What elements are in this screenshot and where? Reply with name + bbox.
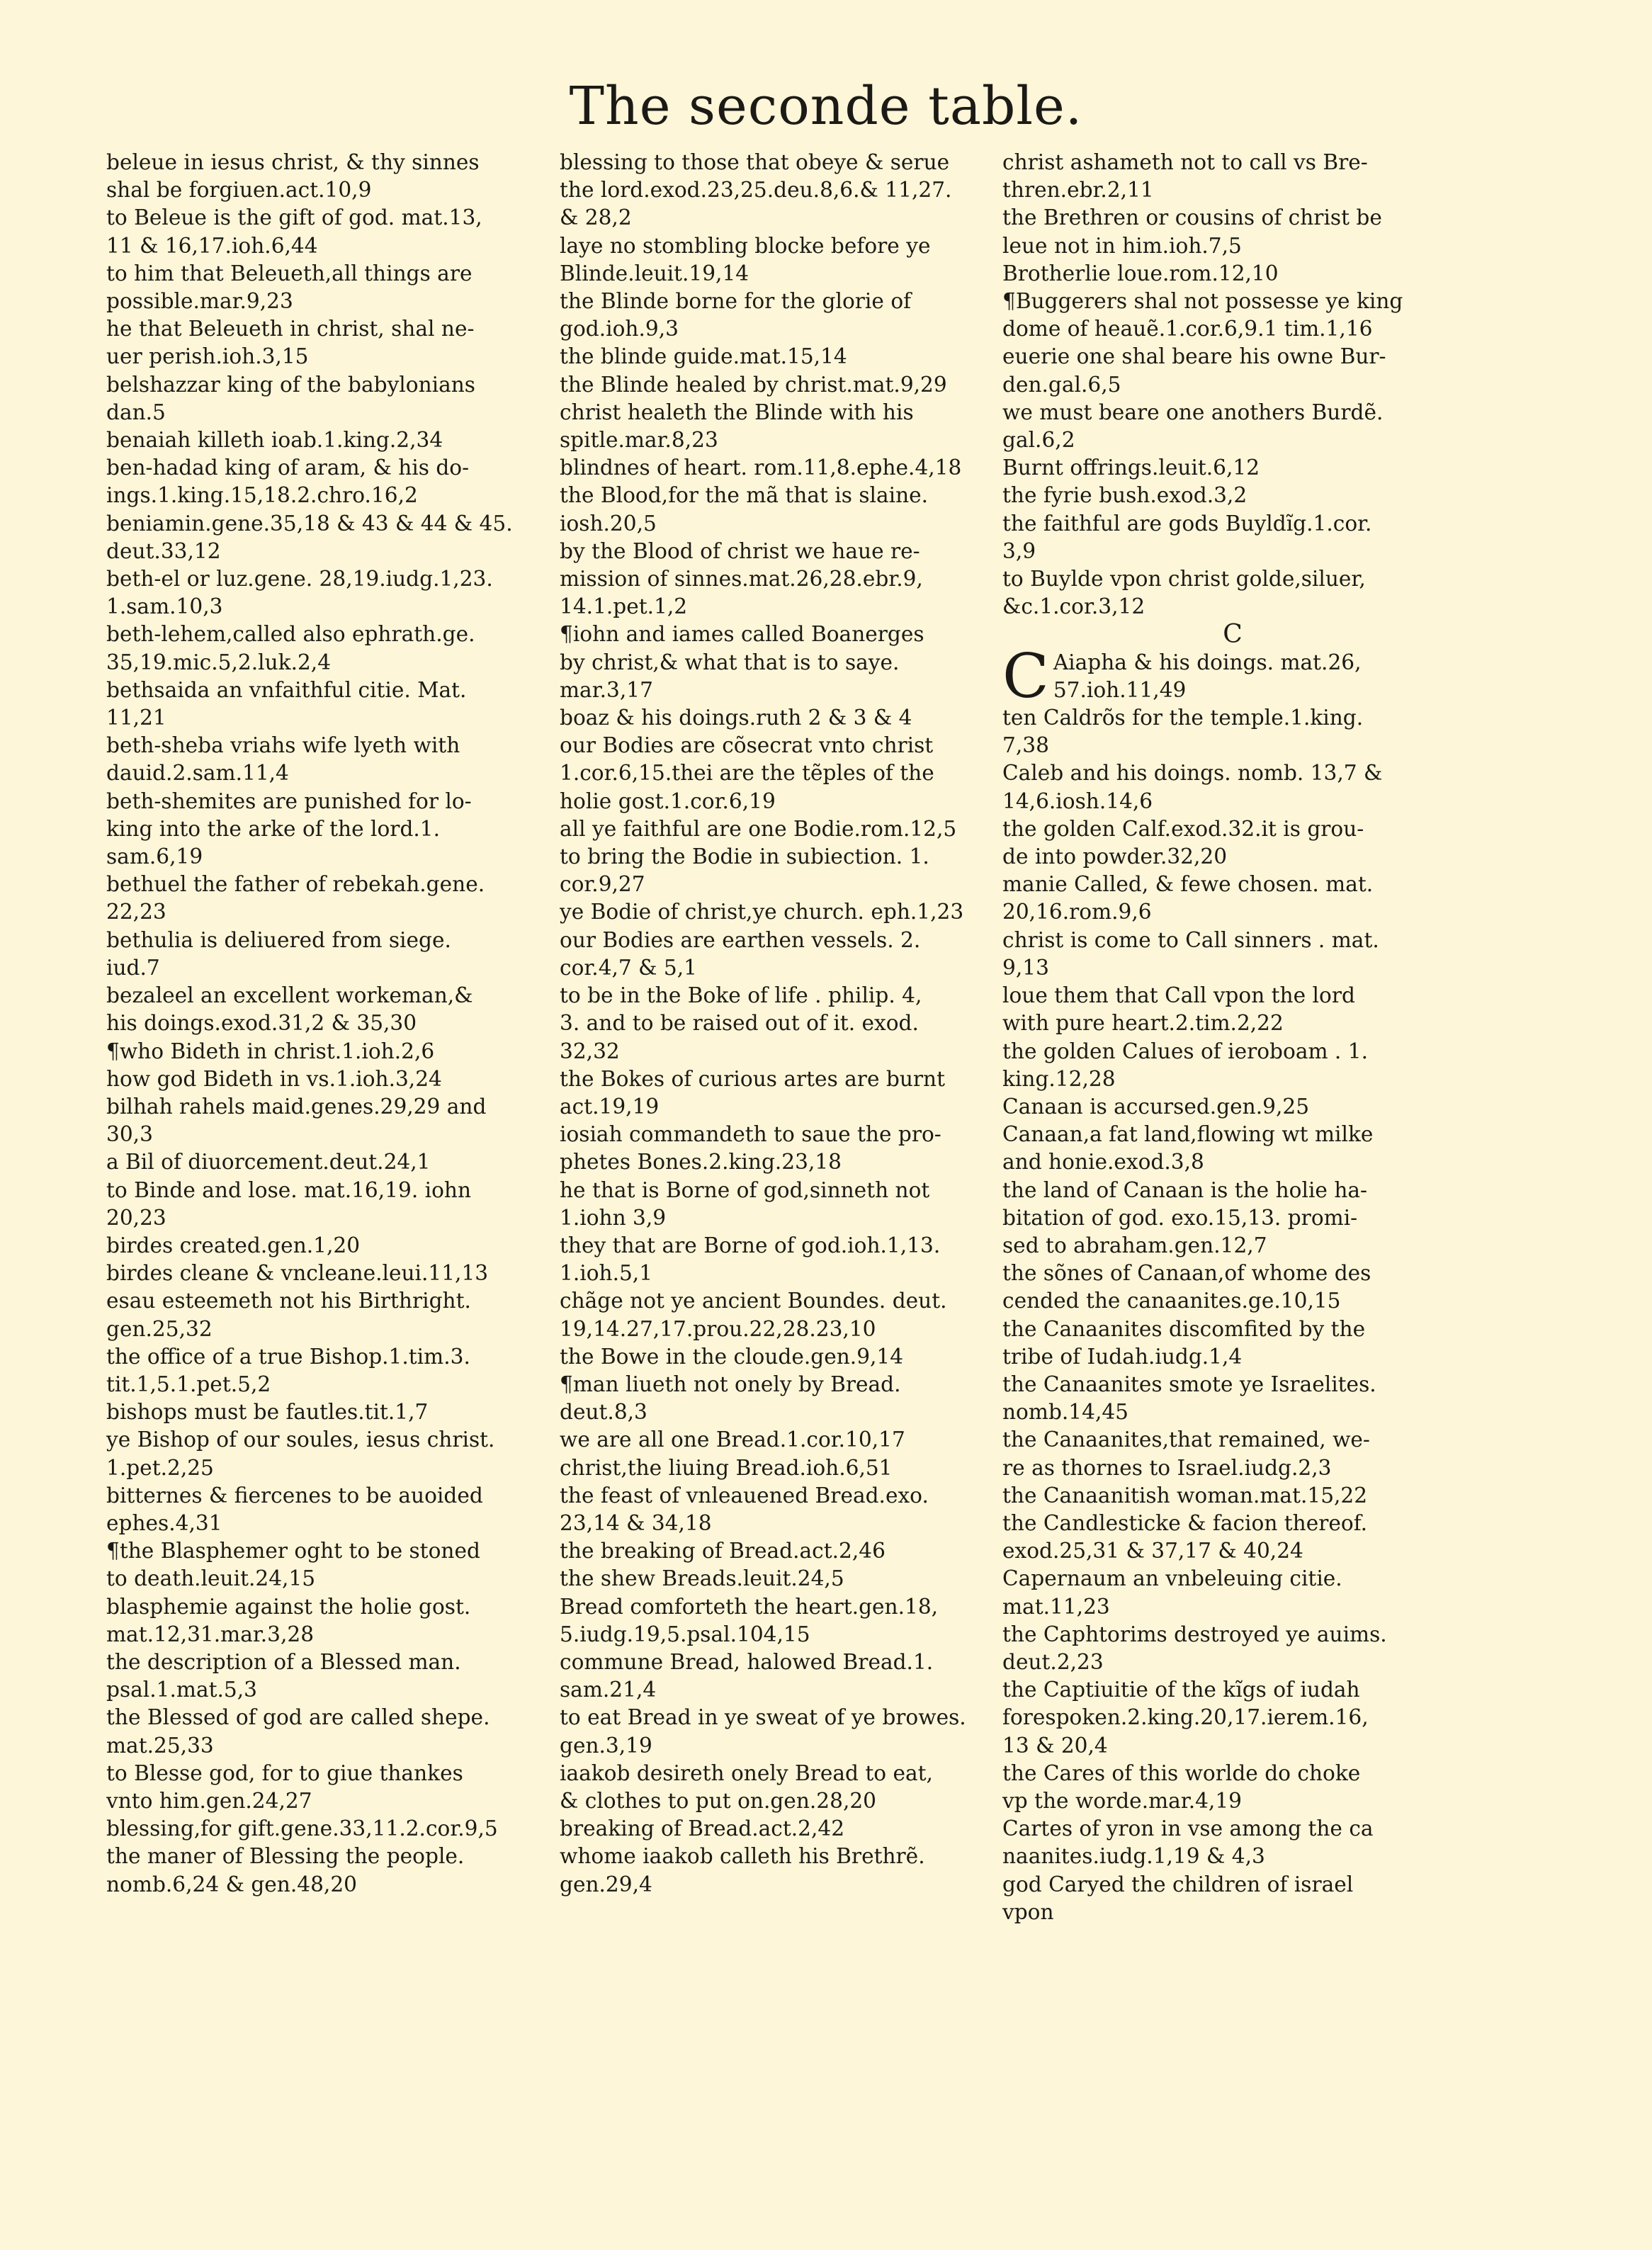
index-line: christ,the liuing Bread.ioh.6,51 (560, 1455, 893, 1480)
index-line: ¶Buggerers shal not possesse ye king (1002, 289, 1403, 314)
index-line: Canaan,a fat land,flowing wt milke (1002, 1122, 1374, 1147)
entry-line: 57.ioh.11,49 (1053, 677, 1187, 702)
index-line: to be in the Boke of life . philip. 4, (560, 983, 922, 1008)
index-line: 30,3 (106, 1122, 153, 1147)
index-line: whome iaakob calleth his Brethrẽ. (560, 1844, 925, 1869)
index-line: vp the worde.mar.4,19 (1002, 1788, 1243, 1813)
index-line: Bread comforteth the heart.gen.18, (560, 1594, 939, 1619)
index-line: 32,32 (560, 1039, 620, 1063)
index-line: ye Bishop of our soules, iesus christ. (106, 1428, 495, 1452)
index-line: boaz & his doings.ruth 2 & 3 & 4 (560, 706, 912, 730)
index-line: nomb.6,24 & gen.48,20 (106, 1872, 357, 1896)
index-line: god Caryed the children of israel (1002, 1872, 1354, 1896)
index-line: to Buylde vpon christ golde,siluer, (1002, 567, 1366, 592)
index-line: uer perish.ioh.3,15 (106, 344, 309, 369)
index-line: tit.1,5.1.pet.5,2 (106, 1372, 271, 1396)
index-line: iaakob desireth onely Bread to eat, (560, 1760, 933, 1785)
index-line: ten Caldrõs for the temple.1.king. (1002, 706, 1364, 730)
index-line: bezaleel an excellent workeman,& (106, 983, 473, 1008)
index-line: ye Bodie of christ,ye church. eph.1,23 (560, 900, 964, 925)
index-line: the sõnes of Canaan,of whome des (1002, 1261, 1371, 1286)
index-line: to eat Bread in ye sweat of ye browes. (560, 1705, 966, 1730)
index-line: 19,14.27,17.prou.22,28.23,10 (560, 1316, 876, 1341)
index-line: 20,16.rom.9,6 (1002, 900, 1152, 925)
index-line: Brotherlie loue.rom.12,10 (1002, 261, 1279, 286)
index-line: the lord.exod.23,25.deu.8,6.& 11,27. (560, 178, 952, 203)
index-line: commune Bread, halowed Bread.1. (560, 1649, 934, 1674)
index-line: ¶iohn and iames called Boanerges (560, 622, 924, 647)
index-line: dan.5 (106, 400, 166, 424)
index-line: the golden Calf.exod.32.it is grou- (1002, 816, 1364, 841)
index-line: beleue in iesus christ, & thy sinnes (106, 150, 480, 174)
index-line: psal.1.mat.5,3 (106, 1678, 257, 1702)
index-line: with pure heart.2.tim.2,22 (1002, 1011, 1284, 1036)
index-line: holie gost.1.cor.6,19 (560, 788, 776, 813)
index-line: to Blesse god, for to giue thankes (106, 1760, 463, 1785)
index-line: birdes cleane & vncleane.leui.11,13 (106, 1261, 489, 1286)
index-line: king.12,28 (1002, 1066, 1116, 1091)
index-line: & clothes to put on.gen.28,20 (560, 1788, 877, 1813)
index-line: he that Beleueth in christ, shal ne- (106, 317, 475, 341)
index-line: to bring the Bodie in subiection. 1. (560, 844, 929, 869)
index-line: sam.6,19 (106, 844, 203, 869)
index-line: mat.25,33 (106, 1733, 214, 1758)
index-line: by christ,& what that is to saye. (560, 650, 900, 674)
index-line: esau esteemeth not his Birthright. (106, 1289, 471, 1313)
index-line: the description of a Blessed man. (106, 1649, 461, 1674)
index-line: we must beare one anothers Burdẽ. (1002, 400, 1384, 424)
index-line: vnto him.gen.24,27 (106, 1788, 312, 1813)
index-line: belshazzar king of the babylonians (106, 372, 475, 397)
index-line: 1.iohn 3,9 (560, 1205, 667, 1230)
index-line: 1.pet.2,25 (106, 1455, 214, 1480)
index-line: the Caphtorims destroyed ye auims. (1002, 1622, 1387, 1646)
index-line: the Cares of this worlde do choke (1002, 1760, 1361, 1785)
index-line: 1.sam.10,3 (106, 594, 223, 619)
index-line: ephes.4,31 (106, 1510, 222, 1535)
index-line: to him that Beleueth,all things are (106, 261, 473, 286)
caiapha-entry (1002, 649, 1463, 704)
index-line: 1.ioh.5,1 (560, 1261, 653, 1286)
index-line: phetes Bones.2.king.23,18 (560, 1150, 842, 1175)
index-line: iud.7 (106, 955, 160, 980)
index-line: to Binde and lose. mat.16,19. iohn (106, 1177, 472, 1202)
index-line: Canaan is accursed.gen.9,25 (1002, 1094, 1310, 1119)
index-column-1 (106, 149, 567, 1899)
index-line: our Bodies are earthen vessels. 2. (560, 927, 921, 952)
index-line: Capernaum an vnbeleuing citie. (1002, 1566, 1342, 1591)
index-line: re as thornes to Israel.iudg.2,3 (1002, 1455, 1332, 1480)
index-line: 14.1.pet.1,2 (560, 594, 688, 619)
index-line: the Blinde borne for the glorie of (560, 289, 912, 314)
page-title: The seconde table. (569, 76, 1083, 137)
index-line: bethulia is deliuered from siege. (106, 927, 451, 952)
index-line: exod.25,31 & 37,17 & 40,24 (1002, 1539, 1303, 1564)
index-line: the faithful are gods Buyldĩg.1.cor. (1002, 511, 1372, 536)
index-line: cended the canaanites.ge.10,15 (1002, 1289, 1341, 1313)
entry-line: Aiapha & his doings. mat.26, (1053, 650, 1362, 674)
index-line: the Bokes of curious artes are burnt (560, 1066, 945, 1091)
index-line: the Candlesticke & facion thereof. (1002, 1510, 1368, 1535)
index-line: bitation of god. exo.15,13. promi- (1002, 1205, 1358, 1230)
index-line: the golden Calues of ieroboam . 1. (1002, 1039, 1368, 1063)
index-line: &c.1.cor.3,12 (1002, 594, 1145, 619)
index-line: mar.3,17 (560, 677, 653, 702)
index-line: 20,23 (106, 1205, 166, 1230)
index-line: the Captiuitie of the kĩgs of iudah (1002, 1678, 1360, 1702)
index-line: by the Blood of christ we haue re- (560, 538, 920, 563)
index-line: ¶the Blasphemer oght to be stoned (106, 1539, 480, 1564)
index-line: a Bil of diuorcement.deut.24,1 (106, 1150, 431, 1175)
index-line: Blinde.leuit.19,14 (560, 261, 749, 286)
index-line: our Bodies are cõsecrat vnto christ (560, 733, 934, 758)
index-line: the Blood,for the mã that is slaine. (560, 483, 929, 508)
index-line: the blinde guide.mat.15,14 (560, 344, 847, 369)
index-line: 22,23 (106, 900, 166, 925)
index-line: 23,14 & 34,18 (560, 1510, 712, 1535)
index-line: benaiah killeth ioab.1.king.2,34 (106, 428, 443, 453)
index-line: the Bowe in the cloude.gen.9,14 (560, 1344, 904, 1369)
index-line: Burnt offrings.leuit.6,12 (1002, 456, 1260, 480)
index-line: 35,19.mic.5,2.luk.2,4 (106, 650, 332, 674)
index-line: the Blinde healed by christ.mat.9,29 (560, 372, 947, 397)
index-line: deut.33,12 (106, 538, 221, 563)
index-line: ben-hadad king of aram, & his do- (106, 456, 470, 480)
index-line: bishops must be fautles.tit.1,7 (106, 1400, 429, 1425)
index-line: king into the arke of the lord.1. (106, 816, 441, 841)
index-line: loue them that Call vpon the lord (1002, 983, 1355, 1008)
index-line: gal.6,2 (1002, 428, 1075, 453)
index-line: beth-lehem,called also ephrath.ge. (106, 622, 475, 647)
index-line: the breaking of Bread.act.2,46 (560, 1539, 886, 1564)
index-line: mat.12,31.mar.3,28 (106, 1622, 315, 1646)
index-line: christ ashameth not to call vs Bre- (1002, 150, 1368, 174)
index-line: deut.2,23 (1002, 1649, 1104, 1674)
index-line: chãge not ye ancient Boundes. deut. (560, 1289, 947, 1313)
index-line: 3. and to be raised out of it. exod. (560, 1011, 919, 1036)
index-line: the office of a true Bishop.1.tim.3. (106, 1344, 470, 1369)
index-line: laye no stombling blocke before ye (560, 233, 931, 258)
index-line: 3,9 (1002, 538, 1036, 563)
index-line: mat.11,23 (1002, 1594, 1110, 1619)
index-line: the Canaanitish woman.mat.15,22 (1002, 1483, 1368, 1508)
index-line: shal be forgiuen.act.10,9 (106, 178, 372, 203)
index-line: all ye faithful are one Bodie.rom.12,5 (560, 816, 957, 841)
index-line: euerie one shal beare his owne Bur- (1002, 344, 1386, 369)
index-line: 9,13 (1002, 955, 1049, 980)
index-line: gen.3,19 (560, 1733, 652, 1758)
index-line: nomb.14,45 (1002, 1400, 1129, 1425)
index-line: he that is Borne of god,sinneth not (560, 1177, 930, 1202)
index-line: god.ioh.9,3 (560, 317, 679, 341)
index-line: breaking of Bread.act.2,42 (560, 1816, 845, 1841)
index-line: 7,38 (1002, 733, 1049, 758)
index-line: deut.8,3 (560, 1400, 647, 1425)
index-line: cor.4,7 & 5,1 (560, 955, 697, 980)
index-line: 5.iudg.19,5.psal.104,15 (560, 1622, 810, 1646)
index-line: the feast of vnleauened Bread.exo. (560, 1483, 929, 1508)
index-line: de into powder.32,20 (1002, 844, 1228, 869)
index-line: his doings.exod.31,2 & 35,30 (106, 1011, 417, 1036)
index-line: to death.leuit.24,15 (106, 1566, 316, 1591)
index-line: sam.21,4 (560, 1678, 657, 1702)
index-line: the Brethren or cousins of christ be (1002, 205, 1382, 230)
index-line: 11,21 (106, 706, 166, 730)
section-letter-c: C (1223, 620, 1243, 650)
index-line: 11 & 16,17.ioh.6,44 (106, 233, 318, 258)
index-column-3 (1002, 149, 1463, 1926)
index-line: naanites.iudg.1,19 & 4,3 (1002, 1844, 1265, 1869)
index-line: dome of heauẽ.1.cor.6,9.1 tim.1,16 (1002, 317, 1373, 341)
index-line: the maner of Blessing the people. (106, 1844, 465, 1869)
index-line: the land of Canaan is the holie ha- (1002, 1177, 1368, 1202)
index-line: beth-shemites are punished for lo- (106, 788, 472, 813)
index-line: the fyrie bush.exod.3,2 (1002, 483, 1248, 508)
index-line: blindnes of heart. rom.11,8.ephe.4,18 (560, 456, 962, 480)
index-line: gen.25,32 (106, 1316, 213, 1341)
index-line: blessing,for gift.gene.33,11.2.cor.9,5 (106, 1816, 498, 1841)
index-line: tribe of Iudah.iudg.1,4 (1002, 1344, 1243, 1369)
index-line: they that are Borne of god.ioh.1,13. (560, 1233, 941, 1257)
index-line: Caleb and his doings. nomb. 13,7 & (1002, 761, 1383, 786)
index-line: Cartes of yron in vse among the ca (1002, 1816, 1374, 1841)
index-line: ¶man liueth not onely by Bread. (560, 1372, 901, 1396)
index-line: spitle.mar.8,23 (560, 428, 718, 453)
index-line: the shew Breads.leuit.24,5 (560, 1566, 844, 1591)
index-line: how god Bideth in vs.1.ioh.3,24 (106, 1066, 442, 1091)
index-line: beth-el or luz.gene. 28,19.iudg.1,23. (106, 567, 493, 592)
index-line: bethsaida an vnfaithful citie. Mat. (106, 677, 467, 702)
index-column-2 (560, 149, 1020, 1899)
index-line: sed to abraham.gen.12,7 (1002, 1233, 1267, 1257)
index-line: den.gal.6,5 (1002, 372, 1121, 397)
index-line: beniamin.gene.35,18 & 43 & 44 & 45. (106, 511, 513, 536)
index-line: act.19,19 (560, 1094, 660, 1119)
index-line: christ healeth the Blinde with his (560, 400, 914, 424)
index-line: beth-sheba vriahs wife lyeth with (106, 733, 460, 758)
index-line: and honie.exod.3,8 (1002, 1150, 1204, 1175)
index-line: ings.1.king.15,18.2.chro.16,2 (106, 483, 418, 508)
index-line: 1.cor.6,15.thei are the tẽples of the (560, 761, 934, 786)
index-line: the Canaanites discomfited by the (1002, 1316, 1366, 1341)
index-line: possible.mar.9,23 (106, 289, 293, 314)
index-line: the Blessed of god are called shepe. (106, 1705, 490, 1730)
index-line: cor.9,27 (560, 872, 645, 897)
index-line: the Canaanites smote ye Israelites. (1002, 1372, 1376, 1396)
index-line: bethuel the father of rebekah.gene. (106, 872, 485, 897)
index-line: the Canaanites,that remained, we- (1002, 1428, 1370, 1452)
index-line: mission of sinnes.mat.26,28.ebr.9, (560, 567, 923, 592)
drop-cap-c: C (1002, 648, 1049, 705)
index-line: birdes created.gen.1,20 (106, 1233, 361, 1257)
index-line: iosiah commandeth to saue the pro- (560, 1122, 941, 1147)
index-line: thren.ebr.2,11 (1002, 178, 1154, 203)
index-line: 14,6.iosh.14,6 (1002, 788, 1153, 813)
index-line: we are all one Bread.1.cor.10,17 (560, 1428, 905, 1452)
index-line: bitternes & fiercenes to be auoided (106, 1483, 483, 1508)
index-line: to Beleue is the gift of god. mat.13, (106, 205, 482, 230)
index-line: forespoken.2.king.20,17.ierem.16, (1002, 1705, 1369, 1730)
index-line: ¶who Bideth in christ.1.ioh.2,6 (106, 1039, 435, 1063)
index-line: blessing to those that obeye & serue (560, 150, 950, 174)
index-line: 13 & 20,4 (1002, 1733, 1108, 1758)
index-line: bilhah rahels maid.genes.29,29 and (106, 1094, 487, 1119)
index-line: & 28,2 (560, 205, 632, 230)
index-line: iosh.20,5 (560, 511, 657, 536)
index-line: gen.29,4 (560, 1872, 652, 1896)
index-line: vpon (1002, 1899, 1054, 1924)
index-line: manie Called, & fewe chosen. mat. (1002, 872, 1374, 897)
index-line: leue not in him.ioh.7,5 (1002, 233, 1242, 258)
index-line: christ is come to Call sinners . mat. (1002, 927, 1379, 952)
index-line: dauid.2.sam.11,4 (106, 761, 289, 786)
index-line: blasphemie against the holie gost. (106, 1594, 471, 1619)
